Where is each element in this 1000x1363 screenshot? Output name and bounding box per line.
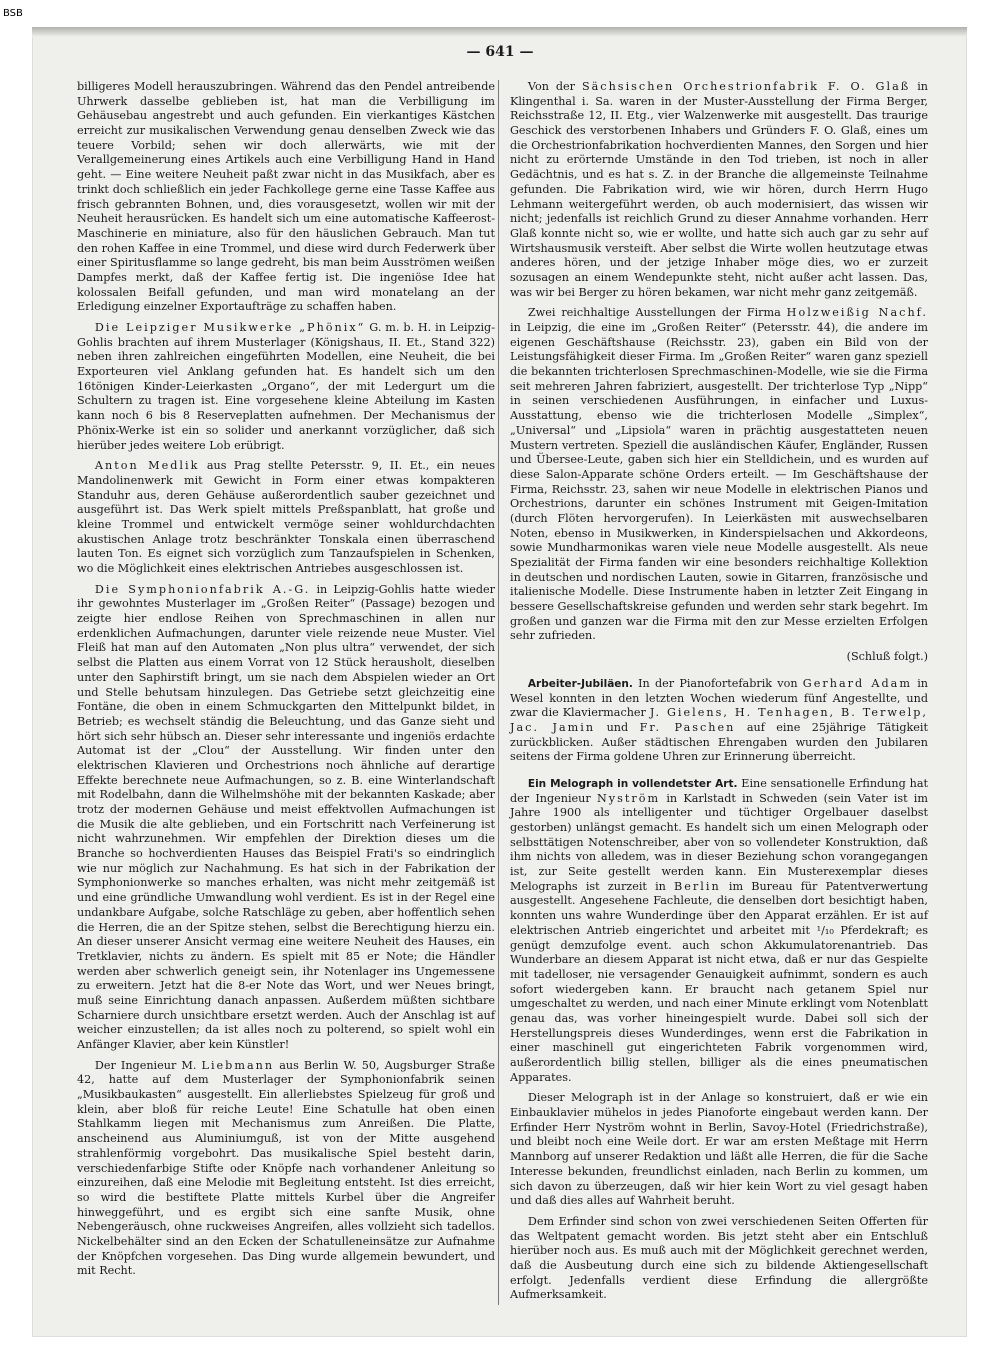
- paragraph-text: Zwei reichhaltige Ausstellungen der Firma: [527, 306, 787, 320]
- paragraph: [77, 321, 495, 453]
- paragraph-text: G. m. b. H. in Leipzig-Gohlis brachten auf ihrem Musterlager (Königshaus, II. Et., Stand 322) neben ihren zahlreichen eingeführten Modellen, eine Neuheit, die bei Exporteuren viel Anklang gefunden hat. Es handelt sich um den 16tönigen Kinder-Leierkasten „Organo“, der mit Ledergurt um die Schultern zu tragen ist. Eine vorgesehene kleine Abteilung im Kasten kann noch 6 bis 8 Reserveplatten aufnehmen. Der Mechanismus der Phönix-Werke ist ein so solider und anerkannt vorzüglicher, daß sich hierüber jedes weitere Lob erübrigt.: [77, 321, 495, 452]
- paragraph-text: aus Prag stellte Petersstr. 9, II. Et., ein neues Mandolinenwerk mit Gewicht in Form einer etwas kompakteren Standuhr aus, deren Gehäuse außerordentlich sauber gezeichnet und ausgeführt ist. Das Werk spielt mittels Preßspanblatt, hat große und kleine Trommel und entwickelt vermöge seiner wohldurchdachten akustischen Anlage trotz beschränkter Tonskala einen überraschend lauten Ton. Es eignet sich vorzüglich zum Tanzaufspielen in Schenken, wo die Möglichkeit eines elektrischen Antriebes ausgeschlossen ist.: [77, 459, 495, 575]
- right-column: [510, 80, 928, 1303]
- spaced-name: Gerhard Adam: [802, 676, 912, 690]
- library-stamp: BSB: [3, 8, 23, 19]
- section-heading: Arbeiter-Jubiläen.: [527, 677, 633, 690]
- spaced-name: Fr. Paschen: [639, 720, 736, 734]
- paragraph: billigeres Modell herauszubringen. Während das den Pendel antreibende Uhrwerk dasselbe geblieben ist, hat man die Verbilligung im Gehäusebau angestrebt und auch gefunden. Ein vierkantiges Kästchen erreicht zur musikalischen Verwendung genau denselben Zweck wie das teuere Vorbild; sehen wir doch allerwärts, wie mit der Verallgemeinerung eines Artikels auch eine Verbilligung Hand in Hand geht. — Eine weitere Neuheit paßt zwar nicht in das Musikfach, aber es trinkt doch schließlich ein jeder Fachkollege gerne eine Tasse Kaffee aus frisch gebrannten Bohnen, und, dies vorausgesetzt, wollen wir mit der Neuheit herausrücken. Es handelt sich um eine automatische Kaffeerost-Maschinerie en miniature, also für den häuslichen Gebrauch. Man tut den rohen Kaffee in eine Trommel, und diese wird durch Federwerk über einer Spiritusflamme so lange gedreht, bis man beim Ausströmen weißen Dampfes merkt, daß der Kaffee fertig ist. Die ingeniöse Idee hat kolossalen Beifall gefunden, und man wird monatelang an der Erledigung einzelner Exportaufträge zu schaffen haben.: [77, 80, 495, 314]
- paragraph: [510, 677, 928, 765]
- spaced-name: Anton Medlik: [94, 459, 200, 473]
- paragraph-text: Eine sensationelle Erfindung hat der Ingenieur: [510, 776, 928, 805]
- paragraph: [510, 777, 928, 1085]
- paragraph-text: In der Pianofortefabrik von: [632, 676, 803, 690]
- paragraph-text: in Leipzig, die eine im „Großen Reiter“ (Petersstr. 44), die andere im eigenen Geschäftshause (Reichsstr. 23), gaben ein Bild von der Leistungsfähigkeit dieser Firma. Im „Großen Reiter“ waren ganz speziell die bekannten trichterlosen Sprechmaschinen-Modelle, wie sie die Firma seit mehreren Jahren fabriziert, ausgestellt. Der trichterlose Typ „Nipp“ in seinen verschiedenen Ausführungen, in einfacher und Luxus-Ausstattung, ebenso wie die trichterlosen Modelle „Simplex“, „Universal“ und „Lipsiola“ waren in prächtig ausgestatteten neuen Mustern vertreten. Speziell die ausländischen Käufer, Engländer, Russen und Übersee-Leute, gaben sich hier ein Stelldichein, und es wurden auf diese Salon-Apparate schöne Orders erteilt. — Im Geschäftshause der Firma, Reichsstr. 23, sahen wir neue Modelle in elektrischen Pianos und Orchestrions, darunter ein schönes Instrument mit Geigen-Imitation (durch Flöten hervorgerufen). In Leierkästen mit auswechselbaren Noten, ebenso in Musikwerken, in Kinderspielsachen und Akkordeons, sowie Mundharmonikas waren viele neue Modelle ausgestellt. Als neue Spezialität der Firma fanden wir eine besonders reichhaltige Kollektion in deutschen und nordischen Lauten, sowie in Gitarren, französische und italienische Modelle. Diese Instrumente haben in letzter Zeit Eingang in bessere Gesellschaftskreise gefunden und werden sehr stark begehrt. Im großen und ganzen war die Firma mit den zur Messe erzielten Erfolgen sehr zufrieden.: [510, 321, 928, 643]
- spaced-name: Liebmann: [201, 1058, 275, 1072]
- page-number: — 641 —: [466, 44, 534, 60]
- page-shadow-edge: [32, 27, 967, 37]
- paragraph-text: aus Berlin W. 50, Augsburger Straße 42, hatte auf dem Musterlager der Symphonionfabrik seinen „Musikbaukasten“ ausgestellt. Ein allerliebstes Spielzeug für groß und klein, aber bloß für reiche Leute! Eine Schatulle hat oben einen Stahlkamm liegen mit Mechanismus zum Anreißen. Die Platte, anscheinend aus Aluminiumguß, ist von der Mitte ausgehend strahlenförmig vorgebohrt. Das musikalische Spiel besteht darin, verschiedenfarbige Stifte oder Knöpfe nach vorhandener Anleitung so einzureihen, daß eine Melodie mit Begleitung entsteht. Ist dies erreicht, so wird die bestiftete Platte mittels Kurbel über die Angreifer hinweggeführt, und es ergibt sich eine sanfte Musik, ohne Nebengeräusch, ohne ruckweises Angreifen, alles vollzieht sich tadellos. Nickelbehälter sind an den Ecken der Schatulleneinsätze zur Aufnahme der Knöpfchen vorgesehen. Das Ding wurde allgemein bewundert, und mit Recht.: [77, 1058, 496, 1278]
- paragraph-text: in Klingenthal i. Sa. waren in der Muster-Ausstellung der Firma Berger, Reichsstraße 12, II. Etg., vier Walzenwerke mit ausgestellt. Das traurige Geschick des verstorbenen Inhabers und Gründers F. O. Glaß, eines um die Orchestrionfabrikation hochverdienten Mannes, den Sorgen und hier nicht zu erörternde Umstände in den Tod trieben, ist noch in aller Gedächtnis, und es hat s. Z. in der Branche die allgemeinste Teilnahme gefunden. Die Fabrikation wird, wie wir hören, durch Herrn Hugo Lehmann weitergeführt werden, ob auch modernisiert, das wissen wir nicht; jedenfalls ist reichlich Grund zu dieser Annahme vorhanden. Herr Glaß konnte nicht so, wie er wollte, und hatte sich auch gar zu sehr auf Wirtshausmusik versteift. Aber selbst die Wirte wollen heutzutage etwas anderes hören, und der jetzige Inhaber möge dies, wo er zurzeit sozusagen an einem Wendepunkte steht, nicht außer acht lassen. Das, was wir bei Berger zu hören bekamen, war nicht mehr ganz zeitgemäß.: [510, 80, 928, 299]
- to-be-continued: (Schluß folgt.): [846, 650, 928, 664]
- paragraph: Dem Erfinder sind schon von zwei verschiedenen Seiten Offerten für das Weltpatent gemacht worden. Bis jetzt steht aber ein Entschluß hierüber noch aus. Es muß auch mit der Möglichkeit gerechnet werden, daß die Ausbeutung durch eine sich zu bildende Aktiengesellschaft erfolgt. Jedenfalls verdient diese Erfindung die allergrößte Aufmerksamkeit.: [510, 1214, 928, 1302]
- spaced-name: Berlin: [674, 879, 721, 893]
- spaced-name: Sächsischen Orchestrionfabrik F. O. Glaß: [581, 80, 911, 93]
- paragraph-text: in Karlstadt in Schweden (sein Vater ist im Jahre 1900 als intelligenter und tüchtiger Orgelbauer daselbst gestorben) unlängst gemacht. Es handelt sich um einen Melograph oder selbsttätigen Notenschreiber, aber von so vollendeter Konstruktion, daß ihm nichts von alledem, was in dieser Beziehung schon vorangegangen ist, zur Seite gestellt werden kann. Ein Musterexemplar dieses Melographs ist zurzeit in: [510, 791, 928, 893]
- paragraph: Dieser Melograph ist in der Anlage so konstruiert, daß er wie ein Einbauklavier mühelos in jedes Pianoforte eingebaut werden kann. Der Erfinder Herr Nyström wohnt in Berlin, Savoy-Hotel (Friedrichstraße), und bleibt noch eine Weile dort. Er war am ersten Meßtage mit Herrn Mannborg auf unserer Redaktion und läßt alle Herren, die für die Sache Interesse bekunden, freundlichst einladen, nach Berlin zu kommen, um sich davon zu überzeugen, daß wir hier kein Wort zu viel gesagt haben und daß dies alles auf Wahrheit beruht.: [510, 1091, 928, 1208]
- spaced-name: J. Gielens, H. Tenhagen, B. Terwelp, Jac. Jamin: [510, 706, 928, 734]
- paragraph: [77, 459, 495, 577]
- paragraph-text: und: [595, 720, 640, 734]
- paragraph: [77, 1059, 495, 1279]
- paragraph: [510, 80, 928, 300]
- paragraph-text: in Leipzig-Gohlis hatte wieder ihr gewohntes Musterlager im „Großen Reiter“ (Passage) bezogen und zeigte hier endlose Reihen von Sprechmaschinen in allen nur erdenklichen Aufmachungen, darunter viele reizende neue Muster. Viel Fleiß hat man auf den Automaten „Non plus ultra“ verwendet, der sich selbst die Platten aus einem Vorrat von 12 Stück herausholt, dieselben unter den Saphirstift bringt, um sie nach dem Abspielen wieder an Ort und Stelle behutsam hinzulegen. Das Getriebe setzt gleichzeitig eine Fontäne, die oben in einem Schmuckgarten den Mittelpunkt bildet, in Betrieb; es wechselt ständig die Beleuchtung, und das Ganze sieht und hört sich sehr hübsch an. Dieser sehr interessante und ingeniös erdachte Automat ist der „Clou“ der Ausstellung. Wir finden unter den elektrischen Klavieren und Orchestrions noch ähnliche auf derartige Effekte berechnete neue Aufmachungen, so z. B. eine Winterlandschaft mit Rodelbahn, dann die Wilhelmshöhe mit der bekannten Kaskade; aber trotz der modernen Gehäuse und meist effektvollen Aufmachungen ist die Musik die alte geblieben, und ein Fortschritt nach Verfeinerung ist nicht wahrzunehmen. Wir empfehlen der Direktion dieses um die Branche so hochverdienten Hauses das Beispiel Frati's so eindringlich wie nur möglich zur Nachahmung. Es hat sich in der Fabrikation der Symphonionwerke so manches erhalten, was nicht mehr zeitgemäß ist und eine gründliche Umwandlung wohl verdient. Es ist in der Regel eine undankbare Aufgabe, solche Ratschläge zu geben, aber hoffentlich sehen die Herren, die an der Spitze stehen, selbst die Berechtigung hierzu ein. An dieser unserer Ansicht vermag eine weitere Neuheit des Hauses, ein Tretklavier, nichts zu ändern. Es spielt mit 85 er Note; die Händler werden aber schwerlich geneigt sein, ihr Notenlager ins Ungemessene zu erweitern. Jetzt hat die 8-er Note das Wort, und wer Neues bringt, muß seine Einrichtung danach anpassen. Außerdem müßten sichtbare Scharniere durch unsichtbare ersetzt werden. Auch der Anschlag ist auf weicher einzustellen; da ist alles noch zu polterend, so spielt wohl ein Anfänger Klavier, aber kein Künstler!: [77, 582, 495, 1051]
- paragraph-text: in Wesel konnten in den letzten Wochen wiederum fünf Angestellte, und zwar die Klaviermacher: [510, 676, 929, 720]
- paragraph-text: Von der: [527, 80, 582, 93]
- paragraph-text: Der Ingenieur M.: [94, 1058, 202, 1072]
- spaced-name: Die Leipziger Musikwerke „Phönix“: [94, 321, 366, 334]
- section-heading: Ein Melograph in vollendetster Art.: [527, 777, 738, 790]
- column-divider: [498, 80, 499, 1305]
- paragraph: [77, 583, 495, 1053]
- paragraph-text: im Bureau für Patentverwertung ausgestellt. Angesehene Fachleute, die denselben dort besichtigt haben, konnten uns wahre Wunderdinge über den Apparat erzählen. Er ist auf elektrischen Antrieb eingerichtet und arbeitet mit ¹/₁₀ Pferdekraft; es genügt demzufolge event. auch schon Akkumulatorenantrieb. Das Wunderbare an diesem Apparat ist nicht etwa, daß er nur das Gespielte mit tadelloser, nie versagender Genauigkeit aufnimmt, sondern es auch sofort wiedergeben kann. Er braucht nach getanem Spiel nur umgeschaltet zu werden, und nach einer Minute erklingt vom Notenblatt genau das, was vorher hineingespielt wurde. Dabei soll sich der Herstellungspreis dieses Wunderdinges, wenn erst die Fabrikation in einer maschinell gut eingerichteten Fabrik vorgenommen wird, außerordentlich billig stellen, billiger als die eines pneumatischen Apparates.: [510, 879, 928, 1084]
- spaced-name: Nyström: [596, 791, 661, 805]
- spaced-name: Die Symphonionfabrik A.-G.: [94, 582, 311, 596]
- paragraph: [510, 306, 928, 644]
- paragraph-text: auf eine 25jährige Tätigkeit zurückblicken. Außer städtischen Ehrengaben wurden den Jubilaren seitens der Firma goldene Uhren zur Erinnerung überreicht.: [510, 720, 929, 764]
- left-column: [77, 80, 495, 1279]
- spaced-name: Holzweißig Nachf.: [786, 306, 928, 320]
